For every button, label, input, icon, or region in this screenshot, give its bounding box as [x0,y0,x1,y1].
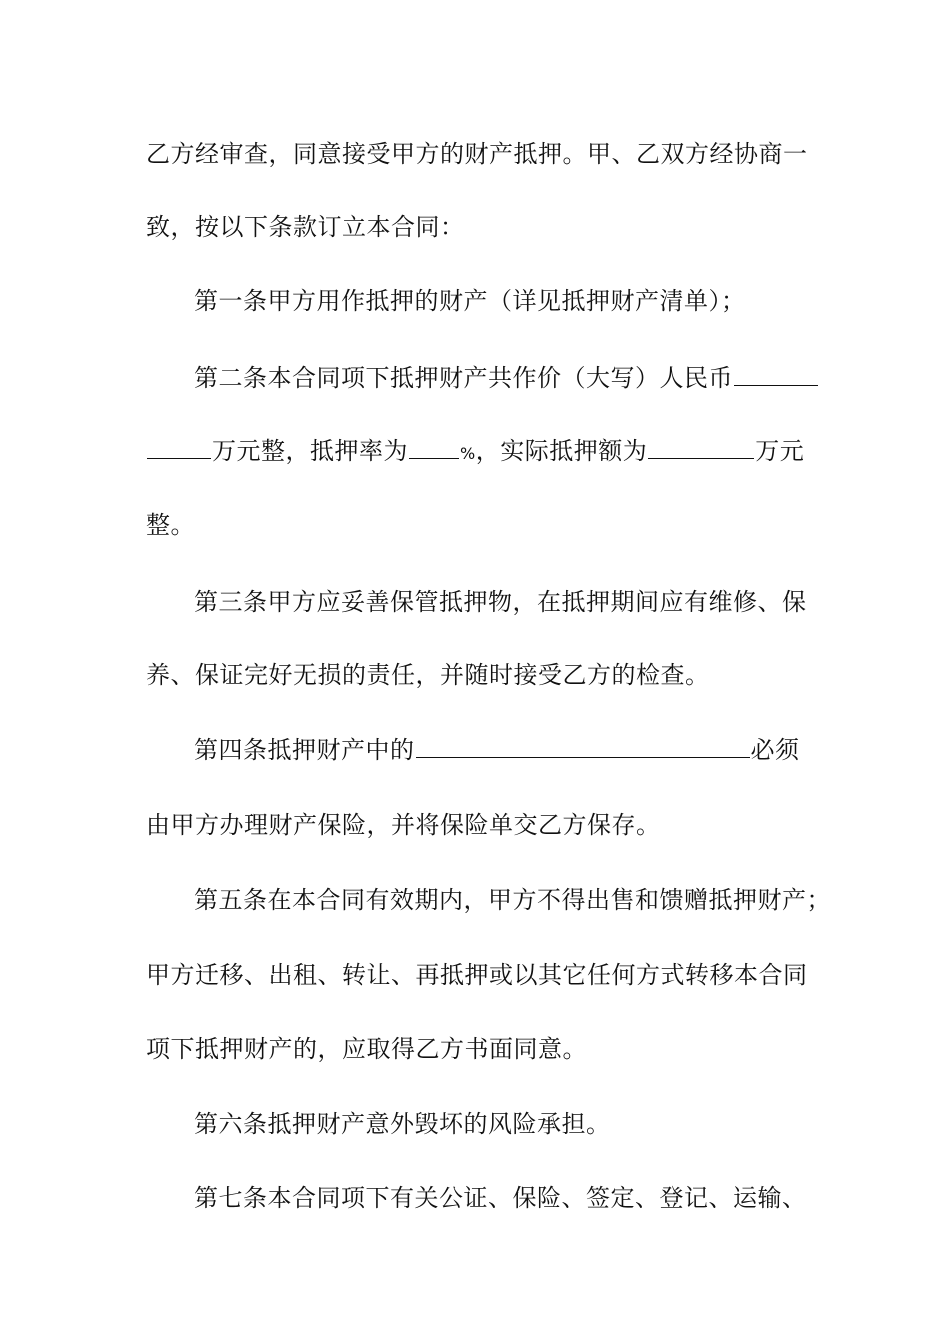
text-span: 甲方迁移、出租、转让、再抵押或以其它任何方式转移本合同 [146,961,808,989]
clause-2-line-1 [194,363,819,393]
paragraph-line-2 [146,212,465,242]
percent-sign: % [460,444,476,463]
fill-in-blank [409,436,459,459]
text-span: 第三条甲方应妥善保管抵押物，在抵押期间应有维修、保 [194,588,807,616]
text-span: 养、保证完好无损的责任，并随时接受乙方的检查。 [146,661,710,689]
text-span: ，实际抵押额为 [475,437,648,465]
paragraph-line-1 [146,139,808,169]
clause-1 [194,286,746,316]
text-span: 第四条抵押财产中的 [194,736,415,764]
text-span: 第六条抵押财产意外毁坏的风险承担。 [194,1110,611,1138]
text-span: 致，按以下条款订立本合同： [146,213,465,241]
fill-in-blank [147,436,211,459]
clause-5-line-3 [146,1034,587,1064]
clause-4-line-2 [146,810,661,840]
clause-2-line-3 [146,510,195,540]
text-span: 乙方经审查，同意接受甲方的财产抵押。甲、乙双方经协商一 [146,140,808,168]
fill-in-blank [416,735,750,758]
clause-7-line-1 [194,1183,807,1213]
clause-2-line-2 [146,436,804,469]
fill-in-blank [648,436,754,459]
text-span: 第五条在本合同有效期内，甲方不得出售和馈赠抵押财产； [194,886,831,914]
text-span: 第一条甲方用作抵押的财产（详见抵押财产清单）； [194,287,746,315]
text-span: 由甲方办理财产保险，并将保险单交乙方保存。 [146,811,661,839]
text-span: 万元整，抵押率为 [212,437,408,465]
clause-5-line-1 [194,885,831,915]
fill-in-blank [734,363,818,386]
text-span: 项下抵押财产的，应取得乙方书面同意。 [146,1035,587,1063]
clause-5-line-2 [146,960,808,990]
text-span: 第七条本合同项下有关公证、保险、签定、登记、运输、 [194,1184,807,1212]
text-span: 整。 [146,511,195,539]
text-span: 第二条本合同项下抵押财产共作价（大写）人民币 [194,364,733,392]
clause-4-line-1 [194,735,800,765]
text-span: 必须 [750,736,800,764]
clause-3-line-1 [194,587,807,617]
clause-3-line-2 [146,660,710,690]
clause-6 [194,1109,611,1139]
text-span: 万元 [755,437,805,465]
